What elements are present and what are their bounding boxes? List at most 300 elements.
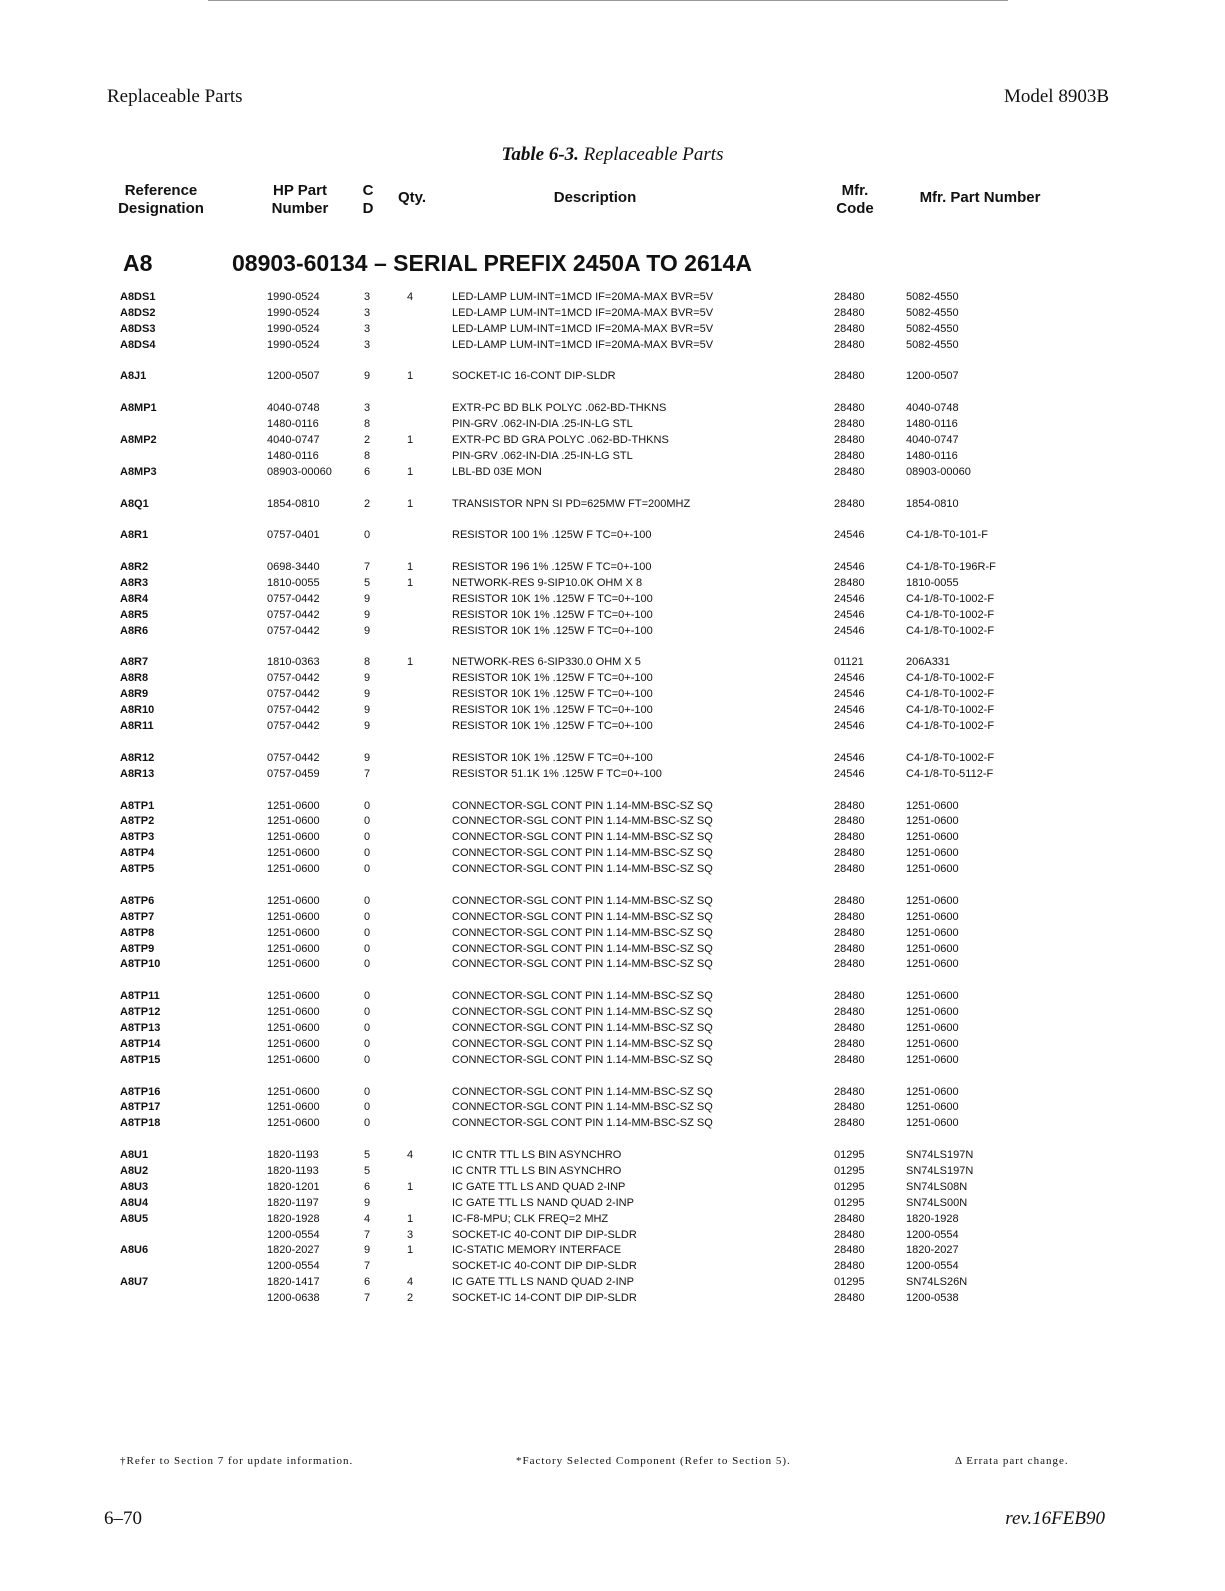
cell-hp-part-number: 1200-0554 [267, 1228, 320, 1241]
cell-check-digit: 0 [363, 831, 371, 844]
cell-quantity: 4 [406, 291, 414, 303]
cell-mfr-code: 28480 [834, 497, 865, 510]
cell-hp-part-number: 1251-0600 [267, 847, 320, 860]
cell-reference-designation: A8TP13 [120, 1021, 161, 1034]
parts-table-body [0, 290, 1225, 1307]
cell-quantity: 1 [406, 434, 414, 447]
cell-hp-part-number: 1251-0600 [267, 942, 320, 955]
cell-hp-part-number: 0757-0442 [267, 624, 320, 637]
table-row [0, 624, 1225, 640]
table-row [0, 1180, 1225, 1196]
cell-description: LED-LAMP LUM-INT=1MCD IF=20MA-MAX BVR=5V [452, 306, 714, 319]
table-row [0, 369, 1225, 385]
cell-check-digit: 6 [363, 1180, 371, 1193]
cell-mfr-part-number: 4040-0747 [906, 434, 959, 447]
cell-mfr-code: 28480 [834, 1037, 865, 1050]
cell-quantity: 1 [406, 465, 414, 478]
cell-mfr-code: 01295 [834, 1164, 865, 1177]
cell-description: IC GATE TTL LS NAND QUAD 2-INP [452, 1196, 634, 1209]
cell-reference-designation: A8U4 [120, 1196, 149, 1209]
cell-mfr-part-number: 5082-4550 [906, 306, 959, 319]
cell-check-digit: 0 [363, 1021, 371, 1034]
table-row [0, 1085, 1225, 1101]
running-header-right: Model 8903B [1003, 86, 1109, 107]
table-row [0, 1100, 1225, 1116]
cell-mfr-code: 24546 [834, 529, 865, 542]
cell-reference-designation: A8TP11 [120, 990, 160, 1003]
cell-mfr-part-number: 1200-0554 [906, 1228, 959, 1241]
cell-mfr-part-number: 1251-0600 [906, 815, 959, 828]
cell-mfr-part-number: SN74LS08N [906, 1180, 968, 1193]
cell-hp-part-number: 1251-0600 [267, 1117, 320, 1130]
cell-check-digit: 0 [363, 1006, 371, 1019]
cell-mfr-code: 28480 [834, 831, 865, 844]
cell-hp-part-number: 1251-0600 [267, 1037, 320, 1050]
cell-mfr-code: 28480 [834, 577, 865, 590]
cell-hp-part-number: 1820-2027 [267, 1244, 320, 1257]
cell-description: RESISTOR 51.1K 1% .125W F TC=0+-100 [452, 767, 662, 780]
table-row [0, 1053, 1225, 1069]
cell-reference-designation: A8TP17 [120, 1101, 161, 1114]
cell-mfr-part-number: C4-1/8-T0-196R-F [906, 561, 996, 574]
column-header-reference [110, 182, 212, 218]
cell-mfr-code: 01295 [834, 1149, 865, 1162]
cell-check-digit: 3 [363, 322, 371, 335]
cell-mfr-code: 28480 [834, 338, 865, 351]
cell-mfr-code: 24546 [834, 624, 865, 637]
cell-hp-part-number: 1251-0600 [267, 958, 320, 971]
cell-mfr-code: 28480 [834, 847, 865, 860]
cell-quantity: 1 [406, 577, 414, 590]
cell-mfr-code: 28480 [834, 291, 865, 303]
table-row [0, 528, 1225, 544]
section-title: 08903-60134 – SERIAL PREFIX 2450A TO 2614A [232, 250, 752, 276]
cell-reference-designation: A8U1 [120, 1149, 149, 1162]
cell-mfr-part-number: 1251-0600 [906, 1053, 959, 1066]
cell-mfr-code: 28480 [834, 1053, 865, 1066]
table-row [0, 1005, 1225, 1021]
cell-mfr-part-number: 1480-0116 [906, 449, 958, 462]
column-header-mfr-part-number: Mfr. Part Number [919, 189, 1041, 206]
cell-description: RESISTOR 10K 1% .125W F TC=0+-100 [452, 720, 653, 733]
footnote-factory-selected: *Factory Selected Component (Refer to Section 5). [516, 1455, 791, 1467]
row-spacer [0, 783, 1225, 799]
table-row [0, 989, 1225, 1005]
cell-quantity: 1 [406, 497, 414, 510]
cell-quantity: 1 [406, 1244, 414, 1257]
cell-mfr-code: 24546 [834, 704, 865, 717]
table-row [0, 417, 1225, 433]
cell-mfr-part-number: C4-1/8-T0-101-F [906, 529, 988, 542]
cell-mfr-code: 28480 [834, 1006, 865, 1019]
row-spacer [0, 354, 1225, 370]
cell-reference-designation: A8DS1 [120, 291, 156, 303]
cell-mfr-part-number: 1810-0055 [906, 577, 959, 590]
cell-check-digit: 9 [363, 751, 371, 764]
cell-hp-part-number: 1200-0507 [267, 370, 320, 383]
cell-mfr-code: 28480 [834, 990, 865, 1003]
cell-check-digit: 7 [363, 1260, 371, 1273]
cell-hp-part-number: 1480-0116 [267, 418, 319, 431]
cell-mfr-part-number: 1200-0538 [906, 1292, 959, 1305]
cell-check-digit: 6 [363, 465, 371, 478]
column-header-cd-line1: C [362, 182, 374, 199]
cell-reference-designation: A8TP18 [120, 1117, 161, 1130]
cell-check-digit: 0 [363, 529, 371, 542]
cell-mfr-part-number: SN74LS197N [906, 1149, 974, 1162]
cell-mfr-part-number: 1251-0600 [906, 1021, 959, 1034]
cell-mfr-code: 24546 [834, 720, 865, 733]
cell-reference-designation: A8TP15 [120, 1053, 161, 1066]
table-row [0, 1259, 1225, 1275]
table-row [0, 671, 1225, 687]
table-row [0, 926, 1225, 942]
cell-description: TRANSISTOR NPN SI PD=625MW FT=200MHZ [452, 497, 691, 510]
cell-description: IC-STATIC MEMORY INTERFACE [452, 1244, 622, 1257]
cell-hp-part-number: 1810-0055 [267, 577, 320, 590]
cell-reference-designation: A8R5 [120, 608, 149, 621]
column-header-hp-part-line1: HP Part [273, 182, 327, 199]
cell-reference-designation: A8DS3 [120, 322, 156, 335]
cell-check-digit: 0 [363, 990, 371, 1003]
cell-mfr-code: 28480 [834, 863, 865, 876]
table-row [0, 560, 1225, 576]
column-header-description: Description [553, 189, 637, 206]
cell-check-digit: 6 [363, 1276, 371, 1289]
column-header-hp-part [258, 182, 342, 218]
cell-mfr-part-number: 1251-0600 [906, 863, 959, 876]
cell-mfr-part-number: SN74LS26N [906, 1276, 968, 1289]
table-row [0, 703, 1225, 719]
column-header-reference-line1: Reference [124, 182, 198, 199]
table-caption-title: Replaceable Parts [583, 144, 724, 165]
cell-mfr-part-number: 1251-0600 [906, 990, 959, 1003]
cell-hp-part-number: 1251-0600 [267, 894, 320, 907]
cell-quantity: 2 [406, 1292, 414, 1305]
cell-mfr-part-number: 1820-2027 [906, 1244, 959, 1257]
cell-check-digit: 0 [363, 815, 371, 828]
cell-reference-designation: A8MP1 [120, 402, 157, 415]
cell-hp-part-number: 0757-0442 [267, 592, 320, 605]
cell-mfr-code: 24546 [834, 561, 865, 574]
cell-hp-part-number: 1251-0600 [267, 1101, 320, 1114]
cell-description: CONNECTOR-SGL CONT PIN 1.14-MM-BSC-SZ SQ [452, 926, 713, 939]
cell-description: SOCKET-IC 16-CONT DIP-SLDR [452, 370, 616, 383]
cell-description: NETWORK-RES 6-SIP330.0 OHM X 5 [452, 656, 641, 669]
cell-description: LBL-BD 03E MON [452, 465, 542, 478]
cell-mfr-part-number: C4-1/8-T0-1002-F [906, 688, 995, 701]
cell-description: CONNECTOR-SGL CONT PIN 1.14-MM-BSC-SZ SQ [452, 847, 713, 860]
cell-reference-designation: A8Q1 [120, 497, 149, 510]
cell-hp-part-number: 1200-0554 [267, 1260, 320, 1273]
table-caption [0, 144, 1225, 166]
table-row [0, 1021, 1225, 1037]
cell-mfr-code: 24546 [834, 608, 865, 621]
cell-hp-part-number: 1251-0600 [267, 815, 320, 828]
cell-reference-designation: A8J1 [120, 370, 147, 383]
cell-description: CONNECTOR-SGL CONT PIN 1.14-MM-BSC-SZ SQ [452, 894, 713, 907]
cell-reference-designation: A8MP2 [120, 434, 157, 447]
cell-mfr-code: 28480 [834, 1260, 865, 1273]
cell-check-digit: 2 [363, 497, 371, 510]
cell-mfr-part-number: 5082-4550 [906, 338, 959, 351]
table-row [0, 1243, 1225, 1259]
cell-description: EXTR-PC BD BLK POLYC .062-BD-THKNS [452, 402, 667, 415]
cell-description: CONNECTOR-SGL CONT PIN 1.14-MM-BSC-SZ SQ [452, 799, 713, 812]
cell-hp-part-number: 0698-3440 [267, 561, 320, 574]
cell-mfr-part-number: 206A331 [906, 656, 951, 669]
cell-mfr-part-number: 1251-0600 [906, 847, 959, 860]
cell-mfr-part-number: C4-1/8-T0-1002-F [906, 751, 995, 764]
table-row [0, 799, 1225, 815]
table-row [0, 433, 1225, 449]
table-row [0, 592, 1225, 608]
cell-mfr-code: 24546 [834, 592, 865, 605]
cell-mfr-code: 28480 [834, 815, 865, 828]
table-row [0, 1275, 1225, 1291]
cell-hp-part-number: 1820-1417 [267, 1276, 320, 1289]
cell-description: NETWORK-RES 9-SIP10.0K OHM X 8 [452, 577, 643, 590]
cell-mfr-part-number: SN74LS00N [906, 1196, 968, 1209]
row-spacer [0, 512, 1225, 528]
cell-check-digit: 9 [363, 624, 371, 637]
cell-mfr-part-number: 1251-0600 [906, 942, 959, 955]
cell-description: IC GATE TTL LS NAND QUAD 2-INP [452, 1276, 634, 1289]
cell-hp-part-number: 1251-0600 [267, 1006, 320, 1019]
cell-mfr-part-number: 1251-0600 [906, 831, 959, 844]
table-caption-label: Table 6-3. [501, 144, 579, 165]
cell-description: CONNECTOR-SGL CONT PIN 1.14-MM-BSC-SZ SQ [452, 863, 713, 876]
cell-check-digit: 3 [363, 402, 371, 415]
table-row [0, 338, 1225, 354]
cell-check-digit: 0 [363, 863, 371, 876]
cell-check-digit: 3 [363, 338, 371, 351]
table-row [0, 1212, 1225, 1228]
cell-check-digit: 9 [363, 720, 371, 733]
cell-check-digit: 0 [363, 847, 371, 860]
cell-mfr-part-number: 1200-0507 [906, 370, 959, 383]
cell-mfr-code: 28480 [834, 910, 865, 923]
cell-reference-designation: A8TP16 [120, 1085, 161, 1098]
page-number: 6–70 [104, 1508, 142, 1529]
cell-hp-part-number: 1251-0600 [267, 990, 320, 1003]
cell-mfr-part-number: 1200-0554 [906, 1260, 959, 1273]
cell-check-digit: 7 [363, 1228, 371, 1241]
row-spacer [0, 385, 1225, 401]
top-rule [208, 0, 1008, 1]
cell-check-digit: 0 [363, 1101, 371, 1114]
table-row [0, 1037, 1225, 1053]
cell-mfr-code: 28480 [834, 1021, 865, 1034]
cell-hp-part-number: 08903-00060 [267, 465, 332, 478]
cell-hp-part-number: 1990-0524 [267, 291, 320, 303]
cell-mfr-part-number: 1251-0600 [906, 1006, 959, 1019]
table-row [0, 687, 1225, 703]
cell-mfr-part-number: 5082-4550 [906, 322, 959, 335]
cell-description: RESISTOR 10K 1% .125W F TC=0+-100 [452, 704, 653, 717]
cell-mfr-part-number: 08903-00060 [906, 465, 971, 478]
cell-hp-part-number: 1251-0600 [267, 926, 320, 939]
cell-check-digit: 9 [363, 688, 371, 701]
cell-description: SOCKET-IC 40-CONT DIP DIP-SLDR [452, 1260, 637, 1273]
cell-reference-designation: A8U5 [120, 1212, 149, 1225]
cell-mfr-part-number: 1480-0116 [906, 418, 958, 431]
cell-reference-designation: A8R13 [120, 767, 155, 780]
cell-reference-designation: A8TP2 [120, 815, 155, 828]
cell-reference-designation: A8R4 [120, 592, 149, 605]
cell-description: CONNECTOR-SGL CONT PIN 1.14-MM-BSC-SZ SQ [452, 1101, 713, 1114]
cell-reference-designation: A8R9 [120, 688, 149, 701]
cell-check-digit: 7 [363, 1292, 371, 1305]
cell-mfr-part-number: C4-1/8-T0-1002-F [906, 704, 995, 717]
cell-mfr-part-number: 1251-0600 [906, 910, 959, 923]
cell-hp-part-number: 0757-0401 [267, 529, 320, 542]
cell-mfr-part-number: 1251-0600 [906, 1085, 959, 1098]
section-id: A8 [123, 250, 153, 276]
cell-description: RESISTOR 196 1% .125W F TC=0+-100 [452, 561, 652, 574]
cell-mfr-code: 01295 [834, 1196, 865, 1209]
column-header-mfr-code [830, 182, 880, 218]
table-row [0, 322, 1225, 338]
cell-description: CONNECTOR-SGL CONT PIN 1.14-MM-BSC-SZ SQ [452, 1053, 713, 1066]
cell-reference-designation: A8R7 [120, 656, 149, 669]
cell-hp-part-number: 1820-1193 [267, 1149, 319, 1162]
cell-reference-designation: A8R11 [120, 720, 154, 733]
cell-mfr-part-number: 1251-0600 [906, 926, 959, 939]
revision-date: rev.16FEB90 [1005, 1508, 1105, 1529]
cell-check-digit: 0 [363, 942, 371, 955]
cell-mfr-part-number: 5082-4550 [906, 291, 959, 303]
cell-quantity: 1 [406, 1212, 414, 1225]
cell-check-digit: 3 [363, 306, 371, 319]
cell-reference-designation: A8TP3 [120, 831, 155, 844]
cell-hp-part-number: 1990-0524 [267, 338, 320, 351]
cell-mfr-code: 01295 [834, 1180, 865, 1193]
cell-reference-designation: A8TP10 [120, 958, 161, 971]
cell-mfr-code: 28480 [834, 306, 865, 319]
table-row [0, 751, 1225, 767]
footnote-update: †Refer to Section 7 for update information. [120, 1455, 354, 1467]
table-row [0, 1116, 1225, 1132]
cell-check-digit: 0 [363, 1117, 371, 1130]
cell-reference-designation: A8TP7 [120, 910, 155, 923]
cell-reference-designation: A8R8 [120, 672, 149, 685]
row-spacer [0, 878, 1225, 894]
row-spacer [0, 481, 1225, 497]
cell-description: RESISTOR 100 1% .125W F TC=0+-100 [452, 529, 652, 542]
column-header-mfr-code-line2: Code [836, 200, 874, 217]
table-row [0, 401, 1225, 417]
cell-reference-designation: A8TP1 [120, 799, 155, 812]
cell-hp-part-number: 1251-0600 [267, 799, 320, 812]
cell-check-digit: 4 [363, 1212, 371, 1225]
column-header-cd-line2: D [362, 200, 374, 217]
cell-hp-part-number: 1251-0600 [267, 1085, 320, 1098]
cell-description: LED-LAMP LUM-INT=1MCD IF=20MA-MAX BVR=5V [452, 338, 714, 351]
cell-hp-part-number: 0757-0442 [267, 672, 320, 685]
table-row [0, 767, 1225, 783]
cell-mfr-code: 28480 [834, 799, 865, 812]
cell-description: RESISTOR 10K 1% .125W F TC=0+-100 [452, 672, 653, 685]
running-header-left: Replaceable Parts [107, 86, 243, 107]
cell-hp-part-number: 1251-0600 [267, 1021, 320, 1034]
cell-mfr-code: 28480 [834, 370, 865, 383]
cell-reference-designation: A8TP5 [120, 863, 155, 876]
table-row [0, 1148, 1225, 1164]
cell-description: CONNECTOR-SGL CONT PIN 1.14-MM-BSC-SZ SQ [452, 1085, 713, 1098]
cell-description: CONNECTOR-SGL CONT PIN 1.14-MM-BSC-SZ SQ [452, 942, 713, 955]
cell-description: EXTR-PC BD GRA POLYC .062-BD-THKNS [452, 434, 669, 447]
cell-hp-part-number: 1820-1201 [267, 1180, 320, 1193]
cell-description: CONNECTOR-SGL CONT PIN 1.14-MM-BSC-SZ SQ [452, 815, 713, 828]
cell-description: LED-LAMP LUM-INT=1MCD IF=20MA-MAX BVR=5V [452, 291, 714, 303]
cell-description: CONNECTOR-SGL CONT PIN 1.14-MM-BSC-SZ SQ [452, 958, 713, 971]
footnote-errata: Δ Errata part change. [955, 1455, 1069, 1467]
cell-mfr-part-number: 1251-0600 [906, 1037, 959, 1050]
row-spacer [0, 1069, 1225, 1085]
cell-mfr-part-number: C4-1/8-T0-1002-F [906, 720, 995, 733]
cell-quantity: 4 [406, 1149, 414, 1162]
cell-description: IC CNTR TTL LS BIN ASYNCHRO [452, 1164, 622, 1177]
cell-mfr-code: 28480 [834, 1101, 865, 1114]
cell-reference-designation: A8TP8 [120, 926, 155, 939]
cell-check-digit: 9 [363, 592, 371, 605]
cell-description: PIN-GRV .062-IN-DIA .25-IN-LG STL [452, 449, 633, 462]
row-spacer [0, 544, 1225, 560]
row-spacer [0, 640, 1225, 656]
cell-check-digit: 0 [363, 799, 371, 812]
table-row [0, 814, 1225, 830]
cell-hp-part-number: 0757-0442 [267, 688, 320, 701]
table-row [0, 1196, 1225, 1212]
cell-check-digit: 5 [363, 1149, 371, 1162]
cell-reference-designation: A8TP4 [120, 847, 155, 860]
row-spacer [0, 973, 1225, 989]
cell-reference-designation: A8R1 [120, 529, 149, 542]
cell-description: RESISTOR 10K 1% .125W F TC=0+-100 [452, 592, 653, 605]
cell-check-digit: 5 [363, 577, 371, 590]
cell-check-digit: 9 [363, 370, 371, 383]
cell-reference-designation: A8U2 [120, 1164, 149, 1177]
cell-mfr-code: 24546 [834, 672, 865, 685]
cell-mfr-code: 24546 [834, 751, 865, 764]
cell-reference-designation: A8TP6 [120, 894, 155, 907]
row-spacer [0, 1132, 1225, 1148]
cell-check-digit: 8 [363, 418, 371, 431]
cell-hp-part-number: 1200-0638 [267, 1292, 320, 1305]
table-row [0, 608, 1225, 624]
cell-check-digit: 9 [363, 608, 371, 621]
table-row [0, 862, 1225, 878]
cell-description: RESISTOR 10K 1% .125W F TC=0+-100 [452, 608, 653, 621]
cell-mfr-part-number: 1854-0810 [906, 497, 959, 510]
cell-mfr-code: 24546 [834, 688, 865, 701]
cell-check-digit: 9 [363, 704, 371, 717]
cell-description: CONNECTOR-SGL CONT PIN 1.14-MM-BSC-SZ SQ [452, 1006, 713, 1019]
table-row [0, 465, 1225, 481]
cell-description: SOCKET-IC 14-CONT DIP DIP-SLDR [452, 1292, 637, 1305]
cell-hp-part-number: 0757-0442 [267, 608, 320, 621]
cell-check-digit: 3 [363, 291, 371, 303]
cell-description: RESISTOR 10K 1% .125W F TC=0+-100 [452, 688, 653, 701]
cell-hp-part-number: 1854-0810 [267, 497, 320, 510]
cell-reference-designation: A8U7 [120, 1276, 149, 1289]
column-header-hp-part-line2: Number [271, 200, 329, 217]
cell-mfr-code: 28480 [834, 434, 865, 447]
cell-check-digit: 9 [363, 672, 371, 685]
cell-mfr-code: 28480 [834, 942, 865, 955]
cell-description: CONNECTOR-SGL CONT PIN 1.14-MM-BSC-SZ SQ [452, 831, 713, 844]
